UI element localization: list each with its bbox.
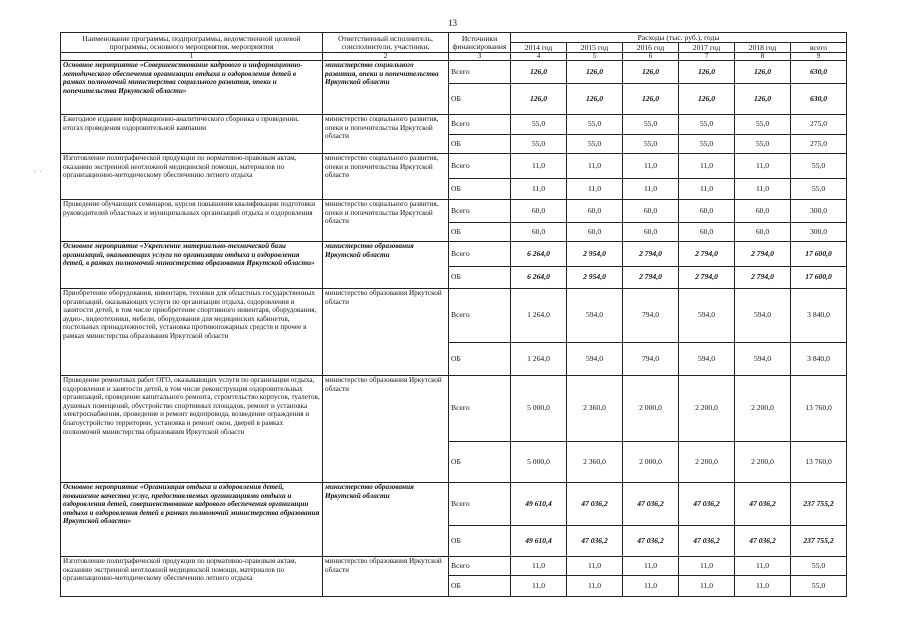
activity-name: Основное мероприятие «Укрепление материально-технической базы организаций, оказывающих услуги по организации отдыха и оздоровления детей, в рамках полномочий министерства образования Иркутской области»	[61, 242, 323, 289]
activity-row	[61, 115, 847, 135]
expense-value: 126,0	[567, 61, 623, 84]
expense-value: 55,0	[791, 179, 847, 200]
expense-value: 5 000,0	[511, 376, 567, 442]
activity-row	[61, 557, 847, 576]
expense-value: 2 794,0	[679, 242, 735, 267]
expense-value: 49 610,4	[511, 526, 567, 557]
header-source: Источники финансирования	[449, 33, 511, 53]
expense-value: 3 840,0	[791, 343, 847, 376]
expense-value: 126,0	[511, 61, 567, 84]
funding-source-total: Всего	[449, 115, 511, 135]
margin-mark: . .	[34, 166, 43, 174]
expense-value: 1 264,0	[511, 289, 567, 343]
header-expenses: Расходы (тыс. руб.), годы	[511, 33, 847, 43]
expense-value: 11,0	[735, 576, 791, 597]
header-year: 2015 год	[567, 43, 623, 53]
activity-name: Изготовление полиграфической продукции по нормативно-правовым актам, оказанию экстренной неотложной медицинской помощи, материалов по организационно-методическому обеспечению летнего отдыха	[61, 557, 323, 597]
expense-value: 17 600,0	[791, 267, 847, 289]
expense-value: 126,0	[623, 84, 679, 115]
page-number: 13	[448, 18, 457, 28]
expense-value: 300,0	[791, 223, 847, 242]
expense-value: 55,0	[735, 135, 791, 154]
expense-value: 55,0	[679, 135, 735, 154]
expense-value: 47 036,2	[623, 526, 679, 557]
funding-source-ob: ОБ	[449, 343, 511, 376]
expense-value: 47 036,2	[567, 526, 623, 557]
funding-source-ob: ОБ	[449, 179, 511, 200]
expense-value: 55,0	[791, 154, 847, 179]
activity-executor: министерство образования Иркутской области	[323, 557, 449, 597]
expense-value: 11,0	[567, 154, 623, 179]
funding-source-total: Всего	[449, 483, 511, 526]
expenses-table	[60, 32, 847, 597]
expense-value: 2 000,0	[623, 376, 679, 442]
expense-value: 11,0	[567, 557, 623, 576]
funding-source-ob: ОБ	[449, 576, 511, 597]
funding-source-total: Всего	[449, 242, 511, 267]
expense-value: 630,0	[791, 61, 847, 84]
expense-value: 5 000,0	[511, 442, 567, 483]
funding-source-total: Всего	[449, 557, 511, 576]
column-index: 8	[735, 53, 791, 61]
activity-executor: министерство образования Иркутской области	[323, 289, 449, 376]
expense-value: 2 360,0	[567, 442, 623, 483]
column-index: 3	[449, 53, 511, 61]
expense-value: 594,0	[735, 289, 791, 343]
expense-value: 2 360,0	[567, 376, 623, 442]
activity-name: Основное мероприятие «Организация отдыха и оздоровления детей, повышение качества услуг, предоставляемых организациями отдыха и оздоровления детей, совершенствование кадрового обеспечения организации отдыха и оздоровления детей в рамках полномочий министерства образования Иркутской области»	[61, 483, 323, 557]
expense-value: 11,0	[567, 179, 623, 200]
expense-value: 47 036,2	[735, 526, 791, 557]
header-name: Наименование программы, подпрограммы, ведомственной целевой программы, основного мероприятия, мероприятия	[61, 33, 323, 53]
expense-value: 47 036,2	[679, 526, 735, 557]
main-activity-row	[61, 242, 847, 267]
expense-value: 2 794,0	[623, 242, 679, 267]
expense-value: 126,0	[735, 61, 791, 84]
expense-value: 47 036,2	[623, 483, 679, 526]
expense-value: 11,0	[623, 179, 679, 200]
activity-name: Проведение обучающих семинаров, курсов повышения квалификации подготовки руководителей областных и муниципальных организаций отдыха и оздоровления	[61, 200, 323, 242]
column-index: 1	[61, 53, 323, 61]
expense-value: 55,0	[623, 115, 679, 135]
header-year: 2018 год	[735, 43, 791, 53]
expense-value: 60,0	[735, 223, 791, 242]
funding-source-ob: ОБ	[449, 135, 511, 154]
activity-executor: министерство образования Иркутской области	[323, 376, 449, 483]
expense-value: 275,0	[791, 115, 847, 135]
header-executor: Ответственный исполнитель, соисполнители, участники,	[323, 33, 449, 53]
expense-value: 2 794,0	[679, 267, 735, 289]
activity-row	[61, 376, 847, 442]
header-year: 2014 год	[511, 43, 567, 53]
expense-value: 2 200,0	[735, 376, 791, 442]
expense-value: 11,0	[511, 576, 567, 597]
expense-value: 594,0	[567, 289, 623, 343]
expense-value: 6 264,0	[511, 242, 567, 267]
expense-value: 126,0	[567, 84, 623, 115]
column-index: 5	[567, 53, 623, 61]
header-year-total: всего	[791, 43, 847, 53]
expense-value: 13 760,0	[791, 442, 847, 483]
expense-value: 11,0	[679, 557, 735, 576]
expense-value: 794,0	[623, 343, 679, 376]
expense-value: 630,0	[791, 84, 847, 115]
main-activity-row	[61, 61, 847, 84]
expense-value: 11,0	[735, 154, 791, 179]
expense-value: 55,0	[567, 135, 623, 154]
expense-value: 2 794,0	[735, 242, 791, 267]
activity-row	[61, 289, 847, 343]
expense-value: 11,0	[511, 154, 567, 179]
expense-value: 11,0	[679, 179, 735, 200]
expense-value: 60,0	[679, 223, 735, 242]
expense-value: 3 840,0	[791, 289, 847, 343]
expense-value: 47 036,2	[567, 483, 623, 526]
expense-value: 13 760,0	[791, 376, 847, 442]
funding-source-ob: ОБ	[449, 223, 511, 242]
expense-value: 594,0	[567, 343, 623, 376]
expense-value: 2 200,0	[679, 376, 735, 442]
expense-value: 60,0	[511, 200, 567, 223]
expense-value: 126,0	[511, 84, 567, 115]
expense-value: 11,0	[679, 576, 735, 597]
activity-name: Изготовление полиграфической продукции по нормативно-правовым актам, оказанию экстренной неотложной медицинской помощи, материалов по организационно-методическому обеспечению летнего отдыха	[61, 154, 323, 200]
activity-executor: министерство социального развития, опеки и попечительства Иркутской области	[323, 200, 449, 242]
activity-name: Основное мероприятие «Совершенствование кадрового и информационно-методического обеспечения организации отдыха и оздоровления детей в рамках полномочий министерства социального развития, опеки и попечительства Иркутской области»	[61, 61, 323, 115]
expense-value: 2 200,0	[679, 442, 735, 483]
expense-value: 55,0	[511, 135, 567, 154]
expense-value: 60,0	[735, 200, 791, 223]
activity-name: Проведение ремонтных работ ОГО, оказывающих услуги по организации отдыха, оздоровления и занятости детей, в том числе реконструкция оздоровительных организаций, проведение капитального ремонта, строительство корпусов, туалетов, душевых помещений, обустройство спортивных площадок, ремонт и установка электроснабжения, проведение и ремонт водопровода, возведение ограждения и благоустройство территории, установка и ремонт окон, дверей в рамках полномочий министерства образования Иркутской области	[61, 376, 323, 483]
expense-value: 2 000,0	[623, 442, 679, 483]
activity-row	[61, 154, 847, 179]
expense-value: 55,0	[511, 115, 567, 135]
expense-value: 60,0	[623, 200, 679, 223]
funding-source-total: Всего	[449, 154, 511, 179]
expense-value: 794,0	[623, 289, 679, 343]
funding-source-total: Всего	[449, 289, 511, 343]
expense-value: 2 954,0	[567, 267, 623, 289]
header-year: 2017 год	[679, 43, 735, 53]
column-index: 9	[791, 53, 847, 61]
expense-value: 55,0	[567, 115, 623, 135]
column-index: 7	[679, 53, 735, 61]
funding-source-total: Всего	[449, 200, 511, 223]
expense-value: 11,0	[735, 179, 791, 200]
expense-value: 17 600,0	[791, 242, 847, 267]
activity-row	[61, 200, 847, 223]
expense-value: 47 036,2	[679, 483, 735, 526]
column-index: 2	[323, 53, 449, 61]
expense-value: 11,0	[735, 557, 791, 576]
expense-value: 2 200,0	[735, 442, 791, 483]
expense-value: 1 264,0	[511, 343, 567, 376]
funding-source-ob: ОБ	[449, 84, 511, 115]
expense-value: 2 954,0	[567, 242, 623, 267]
expense-value: 126,0	[679, 61, 735, 84]
expense-value: 55,0	[791, 557, 847, 576]
activity-name: Ежегодное издание информационно-аналитического сборника о проведении, итогах проведения оздоровительной кампании	[61, 115, 323, 154]
funding-source-total: Всего	[449, 376, 511, 442]
expense-value: 275,0	[791, 135, 847, 154]
funding-source-ob: ОБ	[449, 267, 511, 289]
funding-source-ob: ОБ	[449, 442, 511, 483]
activity-executor: министерство социального развития, опеки и попечительства Иркутской области	[323, 61, 449, 115]
expense-value: 60,0	[623, 223, 679, 242]
expense-value: 11,0	[567, 576, 623, 597]
expense-value: 126,0	[679, 84, 735, 115]
activity-executor: министерство социального развития, опеки и попечительства Иркутской области	[323, 115, 449, 154]
expense-value: 11,0	[679, 154, 735, 179]
expense-value: 55,0	[623, 135, 679, 154]
expense-value: 594,0	[735, 343, 791, 376]
expense-value: 126,0	[623, 61, 679, 84]
expense-value: 47 036,2	[735, 483, 791, 526]
expense-value: 237 755,2	[791, 483, 847, 526]
main-activity-row	[61, 483, 847, 526]
funding-source-total: Всего	[449, 61, 511, 84]
expense-value: 60,0	[511, 223, 567, 242]
header-year: 2016 год	[623, 43, 679, 53]
activity-name: Приобретение оборудования, инвентаря, техники для областных государственных организаций, оказывающих услуги по организации отдыха, оздоровления и занятости детей, в том числе приобретение спортивного инвентаря, оборудования, аудио-, видеотехники, мебели, оборудования для медицинских кабинетов, постельных принадлежностей, установка противопожарных средств и прочее в рамках министерства образования Иркутской области	[61, 289, 323, 376]
column-index: 6	[623, 53, 679, 61]
table-body	[61, 61, 847, 597]
expense-value: 594,0	[679, 289, 735, 343]
column-index: 4	[511, 53, 567, 61]
expense-value: 55,0	[735, 115, 791, 135]
expense-value: 60,0	[567, 223, 623, 242]
expense-value: 49 610,4	[511, 483, 567, 526]
expense-value: 2 794,0	[623, 267, 679, 289]
expense-value: 60,0	[679, 200, 735, 223]
expense-value: 2 794,0	[735, 267, 791, 289]
expense-value: 594,0	[679, 343, 735, 376]
activity-executor: министерство образования Иркутской области	[323, 242, 449, 289]
expense-value: 237 755,2	[791, 526, 847, 557]
expense-value: 55,0	[679, 115, 735, 135]
expense-value: 11,0	[623, 557, 679, 576]
expense-value: 11,0	[623, 154, 679, 179]
funding-source-ob: ОБ	[449, 526, 511, 557]
expense-value: 300,0	[791, 200, 847, 223]
activity-executor: министерство социального развития, опеки и попечительства Иркутской области	[323, 154, 449, 200]
activity-executor: министерство образования Иркутской области	[323, 483, 449, 557]
expense-value: 6 264,0	[511, 267, 567, 289]
expense-value: 11,0	[511, 557, 567, 576]
expense-value: 60,0	[567, 200, 623, 223]
expense-value: 126,0	[735, 84, 791, 115]
expense-value: 11,0	[623, 576, 679, 597]
expense-value: 11,0	[511, 179, 567, 200]
expense-value: 55,0	[791, 576, 847, 597]
